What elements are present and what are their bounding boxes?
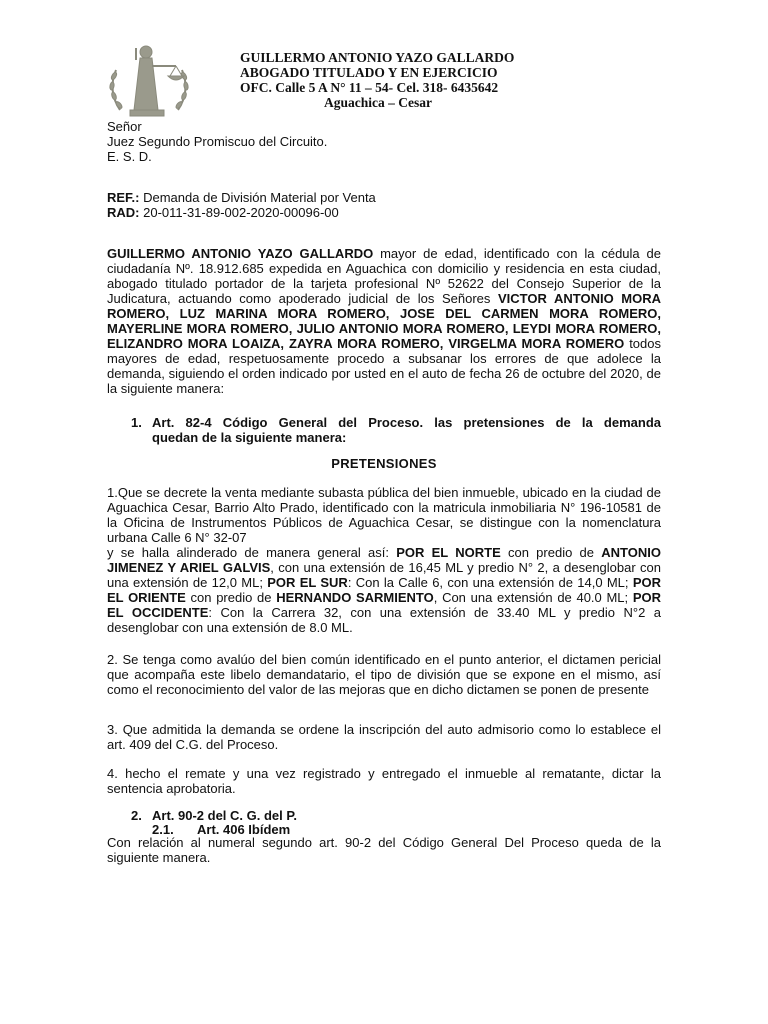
intro-text-2: todos mayores de edad, respetuosamente procedo a subsanar los errores de que adolece la demanda, siguiendo el orden indicado por usted en el auto de fecha 26 de octubre del 2020, de la siguiente manera: <box>107 336 662 396</box>
recipient-line-3: E. S. D. <box>107 149 152 164</box>
p1-antonio: ANTONIO JIMENEZ Y ARIEL GALVIS <box>107 545 661 575</box>
item-1-number: 1. <box>131 415 142 430</box>
recipient-line-2: Juez Segundo Promiscuo del Circuito. <box>107 134 328 149</box>
intro-clients: VICTOR ANTONIO MORA ROMERO, LUZ MARINA MORA ROMERO, JOSE DEL CARMEN MORA ROMERO, MAYERLINE MORA ROMERO, JULIO ANTONIO MORA ROMERO, LEYDI MORA ROMERO, ELIZANDRO MORA LOAIZA, ZAYRA MORA ROMERO, VIRGELMA MORA ROMERO <box>107 291 661 351</box>
recipient <box>107 119 661 164</box>
item-2-1-heading: Art. 406 Ibídem <box>197 822 291 837</box>
intro-name: GUILLERMO ANTONIO YAZO GALLARDO <box>107 246 374 261</box>
intro-text-1: mayor de edad, identificado con la cédula de ciudadanía Nº. 18.912.685 expedida en Aguachica con domicilio y residencia en esta ciudad, abogado titulado portador de la tarjeta profesional Nº 52622 del Consejo Superior de la Judicatura, actuando como apoderado judicial de los Señores <box>107 246 661 306</box>
ref-line <box>107 190 661 205</box>
justice-logo-icon <box>106 40 192 122</box>
rad-line <box>107 205 661 220</box>
item-2-heading: Art. 90-2 del C. G. del P. <box>152 808 297 823</box>
p1-text-h: : Con la Carrera 32, con una extensión de 33.40 ML y predio N°2 a desenglobar con una extensión de 8.0 ML. <box>107 605 661 635</box>
p1-text-e: : Con la Calle 6, con una extensión de 14,0 ML; <box>347 575 633 590</box>
p1-text-g: , Con una extensión de 40.0 ML; <box>433 590 633 605</box>
p1-text-b: y se halla alinderado de manera general así: <box>107 545 397 560</box>
item-2-number: 2. <box>131 808 142 823</box>
item-2-1-number: 2.1. <box>152 822 174 837</box>
p1-occidente: POR EL OCCIDENTE <box>107 590 661 620</box>
ref-label: REF.: <box>107 190 140 205</box>
item-1-line-2: quedan de la siguiente manera: <box>152 430 347 445</box>
p1-text-f: con predio de <box>185 590 277 605</box>
pretension-1 <box>107 485 661 635</box>
pretensiones-title: PRETENSIONES <box>331 456 437 471</box>
letterhead-name: GUILLERMO ANTONIO YAZO GALLARDO <box>240 50 515 65</box>
letterhead-city: Aguachica – Cesar <box>324 95 432 110</box>
closing-paragraph: Con relación al numeral segundo art. 90-2 del Código General Del Proceso queda de la siguiente manera. <box>107 835 661 865</box>
recipient-line-1: Señor <box>107 119 142 134</box>
p1-text-c: con predio de <box>500 545 602 560</box>
p1-sur: POR EL SUR <box>267 575 348 590</box>
p1-text-d: , con una extensión de 16,45 ML y predio N° 2, a desenglobar con una extensión de 12,0 ML; <box>107 560 661 590</box>
item-1-heading <box>152 415 661 445</box>
letterhead-title: ABOGADO TITULADO Y EN EJERCICIO <box>240 65 498 80</box>
pretension-2: 2. Se tenga como avalúo del bien común identificado en el punto anterior, el dictamen pericial que acompaña este libelo demandatario, el tipo de división que se expone en el mismo, así como el reconocimiento del valor de las mejoras que en dicho dictamen se ponen de presente <box>107 652 661 697</box>
p1-text-a: 1.Que se decrete la venta mediante subasta pública del bien inmueble, ubicado en la ciudad de Aguachica Cesar, Barrio Alto Prado, identificado con la matricula inmobiliaria N° 196-10581 de la Oficina de Instrumentos Públicos de Aguachica Cesar, se distingue con la nomenclatura urbana Calle 6 N° 32-07 <box>107 485 661 545</box>
item-1-line-1: Art. 82-4 Código General del Proceso. las pretensiones de la demanda <box>152 415 661 430</box>
rad-label: RAD: <box>107 205 140 220</box>
pretension-3: 3. Que admitida la demanda se ordene la inscripción del auto admisorio como lo establece el art. 409 del C.G. del Proceso. <box>107 722 661 752</box>
pretension-4: 4. hecho el remate y una vez registrado y entregado el inmueble al rematante, dictar la sentencia aprobatoria. <box>107 766 661 796</box>
rad-value: 20-011-31-89-002-2020-00096-00 <box>139 205 339 220</box>
letterhead-office: OFC. Calle 5 A N° 11 – 54- Cel. 318- 6435642 <box>240 80 499 95</box>
intro-paragraph <box>107 246 661 396</box>
ref-value: Demanda de División Material por Venta <box>139 190 376 205</box>
p1-norte: POR EL NORTE <box>396 545 501 560</box>
p1-hernando: HERNANDO SARMIENTO <box>276 590 434 605</box>
letterhead <box>240 50 514 110</box>
p1-oriente: POR EL ORIENTE <box>107 575 661 605</box>
reference <box>107 190 661 220</box>
